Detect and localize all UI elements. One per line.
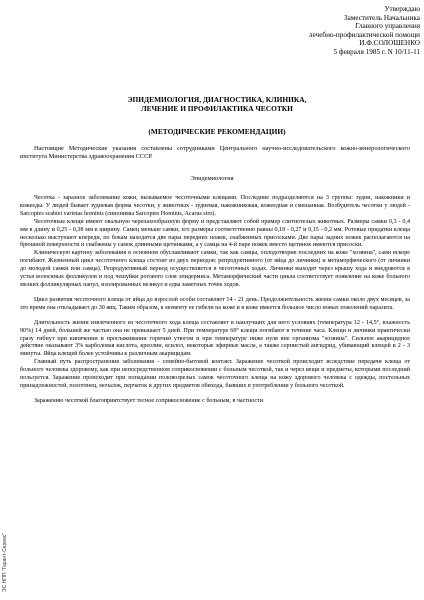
document-subtitle: (МЕТОДИЧЕСКИЕ РЕКОМЕНДАЦИИ) bbox=[148, 127, 286, 136]
section-heading: Эпидемиология bbox=[190, 175, 234, 182]
body-paragraph: Цикл развития чесоточного клеща от яйца до взрослой особи составляет 14 - 21 день. Продолжительность жизни самки около двух месяцев, за это время она откладывает до 30 яиц. Таким образом, к моменту ее гибели на коже и в коже имеется большое число новых поколений паразита. bbox=[20, 296, 410, 311]
title-line-1: ЭПИДЕМИОЛОГИЯ, ДИАГНОСТИКА, КЛИНИКА, bbox=[127, 95, 307, 104]
body-paragraph: Чесоточные клещи имеют овальную черепахообразную форму и представляют собой пример слитнотелых животных. Размеры самки 0,3 - 0,4 мм в длину и 0,25 - 0,38 мм в ширину. Самец меньше самки, его размеры соответственно равны 0,18 - 0,27 и 0,15 - 0,2 мм. Ротовые придатки клеща несколько выступают кпереди, по бокам находятся две пары передних ножек, снабженных присосками. Две пары задних ножек располагаются на брюшной поверхности и снабжены у самок длинными щетинками, а у самца на 4-й паре ножек вместо щетинок имеются присоски. bbox=[20, 218, 410, 249]
document-title bbox=[20, 95, 414, 113]
document-body bbox=[20, 195, 410, 406]
approval-line: Утверждаю bbox=[384, 5, 420, 13]
intro-paragraph bbox=[20, 145, 410, 161]
body-paragraph: Заражению чесоткой благоприятствует тесное соприкосновение с больным, в частности bbox=[34, 397, 264, 404]
body-paragraph: Чесотка - заразное заболевание кожи, вызываемое чесоточными клещами. Последние подразделяются на 3 группы: зудни, накожники и кожееды. У людей бывает зудневая форма чесотки, у животных - зудневая, накожниковая, кожеедная и смешанная. Возбудитель чесотки у людей - Sarcoptes scabiei varietas hominis (синонимы Sarcoptes Hominis, Acarus siro). bbox=[20, 195, 410, 217]
approval-line: Главного управления bbox=[355, 22, 420, 31]
approval-line: Заместитель Начальника bbox=[344, 13, 420, 22]
approval-line: лечебно-профилактической помощи bbox=[309, 30, 420, 39]
body-paragraph: Клиническую картину заболевания в основном обуславливают самки, так как самцы, оплодотворив последних на коже "хозяина", сами вскоре погибают. Жизненный цикл чесоточного клеща состоит из двух периодов: репродуктивного (от яйца до личинки) и метаморфического (от личинки до молодой самки или самца). Репродуктивный период осуществляется в чесоточных ходах. Личинки выходят через крышу хода и внедряются в устья волосяных фолликулов и под чешуйки рогового слоя эпидермиса. Метаморфический части цикла соответствует появление на коже больного мелких фолликулярных папул, изолированных везикул и едва заметных точек ходов. bbox=[20, 250, 410, 288]
intro-text: Настоящие Методические указания составлены сотрудниками Центрального научно-исследовательского кожно-венерологического института Министерства здравоохранения СССР. bbox=[20, 145, 410, 161]
body-paragraph: Длительность жизни извлеченного из чесоточного хода клеща составляет в наилучших для него условиях (температура 12 - 14,5°, влажность 90%) 14 дней, большей же частью она не превышает 5 дней. При температуре 60° клещи погибают в течение часа. Клещи и личинки практически сразу гибнут при кипячении и проглаживании горячим утюгом и при температуре ниже нуля вне организма "хозяина". Сильное акарицидное действие оказывают 3% карболовая кислота, креолин, ксилол, некоторые эфирные масла, а также сернистый ангидрид, убивающий клещей в 2 - 3 минуты. Яйца клещей более устойчивы к различным акарицидам. bbox=[20, 319, 410, 358]
approval-block bbox=[260, 5, 420, 57]
side-note: ЭС НПП "Гарант-Сервис" bbox=[2, 533, 8, 592]
body-paragraph: Главный путь распространения заболевания - семейно-бытовой контакт. Заражение чесоткой происходит вследствие передачи клеща от больного человека здоровому, как при непосредственном соприкосновении с больным чесоткой, так и через вещи и предметы, которыми последний пользуется. Заражение происходит при попадании половозрелых самок чесоточного клеща на кожу здорового человека с одежды, постельных принадлежностей, полотенец, мочалок, перчаток и других предметов обихода, бывших в употреблении у больного чесоткой. bbox=[20, 359, 410, 389]
approval-line: 5 февраля 1985 г. N 10/11-11 bbox=[333, 47, 420, 56]
approval-line: И.Ф.СОЛОШЕНКО bbox=[359, 39, 420, 48]
title-line-2: ЛЕЧЕНИЕ И ПРОФИЛАКТИКА ЧЕСОТКИ bbox=[141, 104, 293, 113]
